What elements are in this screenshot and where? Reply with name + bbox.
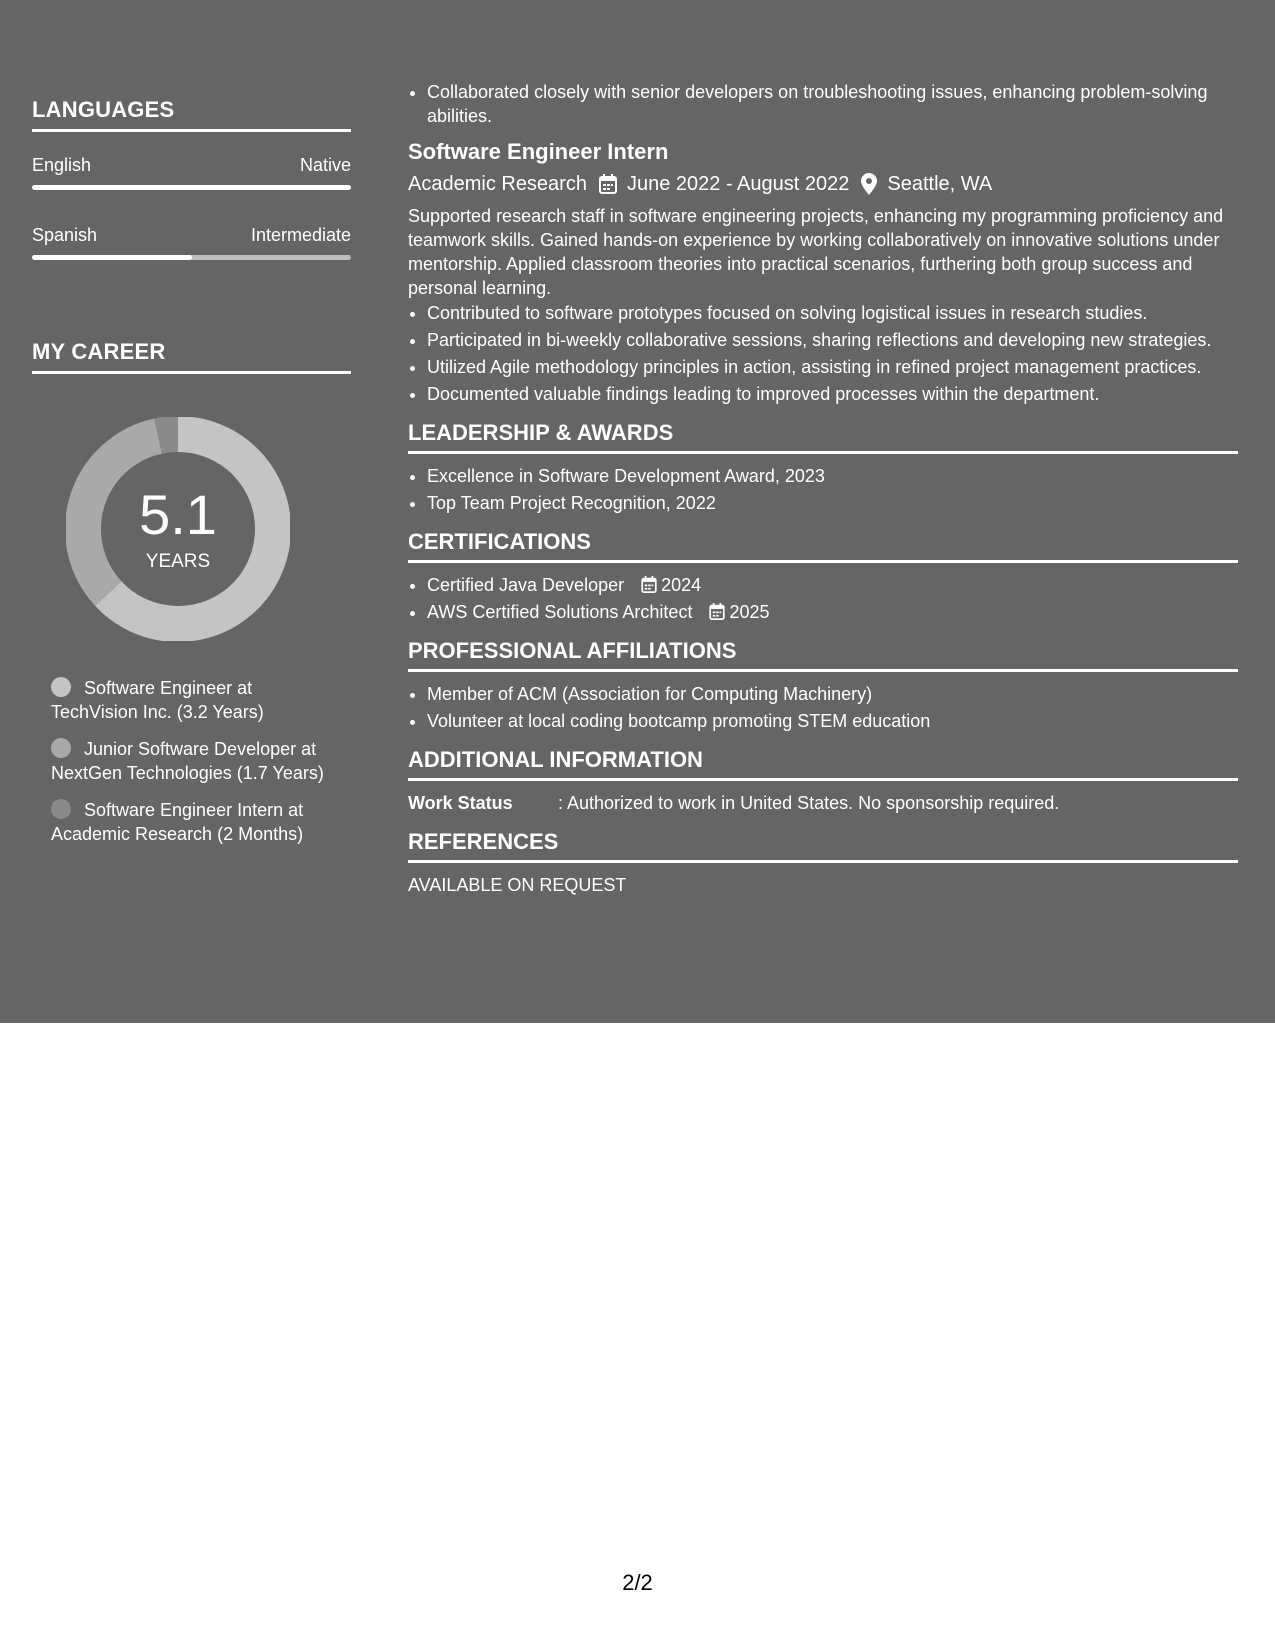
list-item xyxy=(427,600,1238,624)
job-description: Supported research staff in software engineering projects, enhancing my programming proficiency and teamwork skills. Gained hands-on experience by working collaboratively on innovative solutions under mentorship. Applied classroom theories into practical scenarios, furthering both group success and personal learning. xyxy=(408,206,1224,298)
language-bar-english xyxy=(32,185,351,190)
leadership-list xyxy=(408,464,1238,515)
calendar-icon xyxy=(599,174,617,194)
languages-heading: LANGUAGES xyxy=(32,97,351,132)
career-donut-chart xyxy=(66,417,290,641)
certifications-list xyxy=(408,573,1238,624)
certifications-heading: CERTIFICATIONS xyxy=(408,529,1238,563)
cert-name: Certified Java Developer xyxy=(427,575,625,595)
job-company: Academic Research xyxy=(408,173,587,195)
cert-year: 2025 xyxy=(729,602,770,622)
leadership-heading: LEADERSHIP & AWARDS xyxy=(408,420,1238,454)
career-total-years: 5.1 xyxy=(139,483,217,546)
calendar-icon xyxy=(709,603,725,620)
list-item xyxy=(427,573,1238,597)
language-name: English xyxy=(32,155,92,175)
right-column xyxy=(408,80,1238,897)
list-item: • Member of ACM (Association for Computing Machinery) xyxy=(427,682,1238,706)
affiliations-list xyxy=(408,682,1238,733)
language-row-spanish xyxy=(32,225,351,246)
cert-date xyxy=(709,602,769,622)
page-number: 2/2 xyxy=(622,1570,653,1595)
job-bullets xyxy=(408,301,1238,406)
job-meta xyxy=(408,170,1238,198)
cert-name: AWS Certified Solutions Architect xyxy=(427,602,693,622)
legend-dot-icon xyxy=(51,799,71,819)
list-item: • Volunteer at local coding bootcamp promoting STEM education xyxy=(427,709,1238,733)
language-bar-fill xyxy=(32,185,351,190)
additional-info-heading: ADDITIONAL INFORMATION xyxy=(408,747,1238,781)
work-status-label: Work Status xyxy=(408,793,513,813)
language-row-english xyxy=(32,155,351,176)
references-text: AVAILABLE ON REQUEST xyxy=(408,875,627,895)
work-status-row xyxy=(408,791,1238,815)
calendar-icon xyxy=(641,576,657,593)
legend-label: Software Engineer Intern at Academic Research (2 Months) xyxy=(51,800,304,844)
legend-dot-icon xyxy=(51,677,71,697)
donut-segment-2 xyxy=(158,434,178,436)
location-pin-icon xyxy=(861,173,877,195)
list-item: • Documented valuable findings leading to improved processes within the department. xyxy=(427,382,1238,406)
career-heading: MY CAREER xyxy=(32,339,351,374)
job-dates: June 2022 - August 2022 xyxy=(626,173,850,195)
language-bar-fill xyxy=(32,255,192,260)
job-title: Software Engineer Intern xyxy=(408,139,669,164)
career-total-unit: YEARS xyxy=(145,551,211,572)
language-level: Intermediate xyxy=(250,225,351,245)
legend-item xyxy=(51,737,341,785)
language-bar-spanish xyxy=(32,255,351,260)
list-item: • Top Team Project Recognition, 2022 xyxy=(427,491,1238,515)
legend-item xyxy=(51,676,341,724)
language-level: Native xyxy=(299,155,351,175)
previous-job-bullets xyxy=(408,80,1238,128)
language-name: Spanish xyxy=(32,225,98,245)
references-heading: REFERENCES xyxy=(408,829,1238,863)
cert-date xyxy=(641,575,701,595)
list-item: • Contributed to software prototypes focused on solving logistical issues in research studies. xyxy=(427,301,1238,325)
list-item: • Collaborated closely with senior developers on troubleshooting issues, enhancing problem-solving abilities. xyxy=(427,80,1238,128)
job-location: Seattle, WA xyxy=(887,173,993,195)
career-legend xyxy=(51,676,341,859)
legend-label: Junior Software Developer at NextGen Technologies (1.7 Years) xyxy=(51,739,324,783)
affiliations-heading: PROFESSIONAL AFFILIATIONS xyxy=(408,638,1238,672)
legend-label: Software Engineer at TechVision Inc. (3.2 Years) xyxy=(51,678,264,722)
work-status-value: : Authorized to work in United States. No sponsorship required. xyxy=(558,793,1060,813)
legend-item xyxy=(51,798,341,846)
list-item: • Participated in bi-weekly collaborative sessions, sharing reflections and developing new strategies. xyxy=(427,328,1238,352)
legend-dot-icon xyxy=(51,738,71,758)
cert-year: 2024 xyxy=(661,575,702,595)
list-item: • Utilized Agile methodology principles in action, assisting in refined project management practices. xyxy=(427,355,1238,379)
list-item: • Excellence in Software Development Award, 2023 xyxy=(427,464,1238,488)
